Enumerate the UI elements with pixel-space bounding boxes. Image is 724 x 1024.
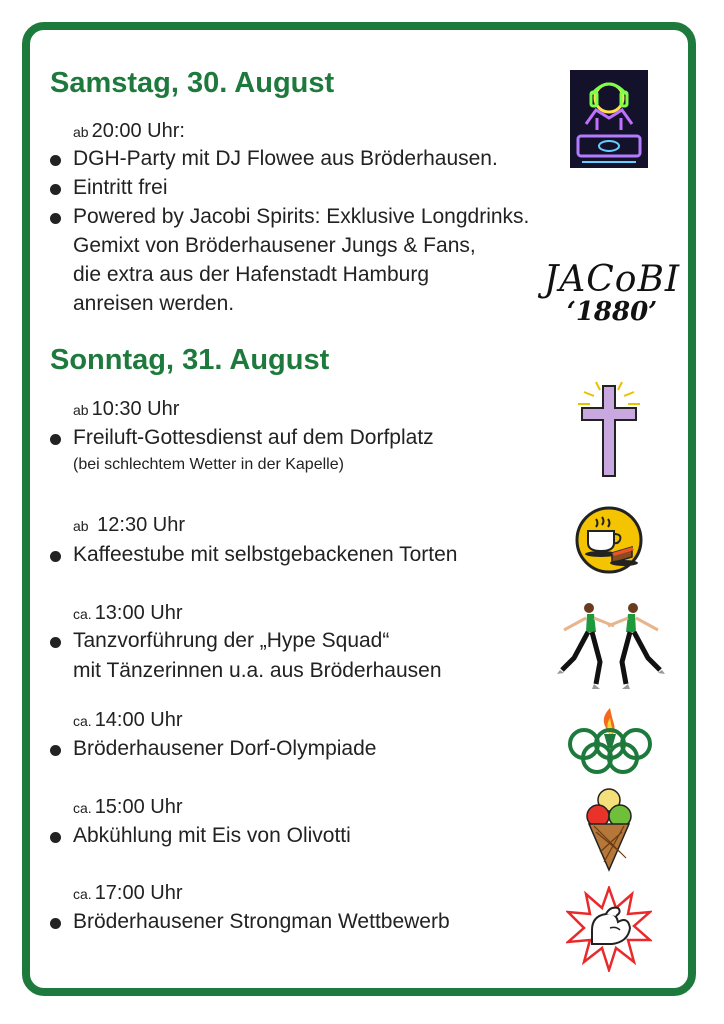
event-text-continued: mit Tänzerinnen u.a. aus Bröderhausen: [73, 659, 442, 682]
ice-cream-icon: [584, 786, 634, 872]
event-note: (bei schlechtem Wetter in der Kapelle): [73, 456, 344, 473]
time-value: 13:00 Uhr: [94, 602, 183, 624]
list-item: Powered by Jacobi Spirits: Exklusive Longdrinks.: [73, 205, 530, 228]
event-time: [73, 398, 179, 421]
event-time: [73, 882, 183, 905]
event-text: Freiluft-Gottesdienst auf dem Dorfplatz: [73, 426, 434, 449]
bullet: [50, 434, 61, 445]
event-time: [73, 709, 183, 732]
time-prefix: ab: [73, 518, 89, 534]
list-item-continued: die extra aus der Hafenstadt Hamburg: [73, 263, 430, 286]
bullet: [50, 551, 61, 562]
event-text: Kaffeestube mit selbstgebackenen Torten: [73, 543, 458, 566]
sunday-title: Sonntag, 31. August: [50, 344, 330, 376]
dj-neon-icon: [570, 70, 648, 168]
event-time: [73, 796, 183, 819]
bullet: [50, 918, 61, 929]
list-item: DGH-Party mit DJ Flowee aus Bröderhausen.: [73, 147, 498, 170]
bullet: [50, 832, 61, 843]
time-value: 10:30 Uhr: [91, 398, 180, 420]
time-value: 20:00 Uhr:: [91, 120, 185, 142]
jacobi-year: ‘1880’: [566, 297, 658, 327]
time-prefix: ca.: [73, 713, 92, 729]
cross-icon: [574, 380, 644, 480]
jacobi-logo: [532, 259, 692, 327]
bullet: [50, 745, 61, 756]
saturday-title: Samstag, 30. August: [50, 67, 335, 99]
bullet: [50, 213, 61, 224]
event-time: [73, 514, 185, 537]
flexed-arm-icon: [566, 886, 652, 972]
event-text: Bröderhausener Strongman Wettbewerb: [73, 910, 450, 933]
event-time: [73, 602, 183, 625]
event-text: Tanzvorführung der „Hype Squad“: [73, 629, 390, 652]
jacobi-brand: JACoBI: [543, 259, 681, 300]
coffee-cake-icon: [574, 505, 644, 575]
olympic-rings-icon: [566, 704, 654, 774]
time-value: 14:00 Uhr: [94, 709, 183, 731]
time-value: 12:30 Uhr: [97, 514, 185, 536]
time-value: 17:00 Uhr: [94, 882, 183, 904]
time-prefix: ca.: [73, 800, 92, 816]
list-item-continued: anreisen werden.: [73, 292, 235, 315]
bullet: [50, 155, 61, 166]
time-prefix: ca.: [73, 886, 92, 902]
event-text: Abkühlung mit Eis von Olivotti: [73, 824, 351, 847]
time-prefix: ca.: [73, 606, 92, 622]
bullet: [50, 637, 61, 648]
bullet: [50, 184, 61, 195]
saturday-time: [73, 120, 185, 143]
time-value: 15:00 Uhr: [94, 796, 183, 818]
list-item-continued: Gemixt von Bröderhausener Jungs & Fans,: [73, 234, 476, 257]
time-prefix: ab: [73, 402, 89, 418]
event-text: Bröderhausener Dorf-Olympiade: [73, 737, 377, 760]
time-prefix: ab: [73, 124, 89, 140]
list-item: Eintritt frei: [73, 176, 168, 199]
dancers-icon: [556, 600, 666, 692]
